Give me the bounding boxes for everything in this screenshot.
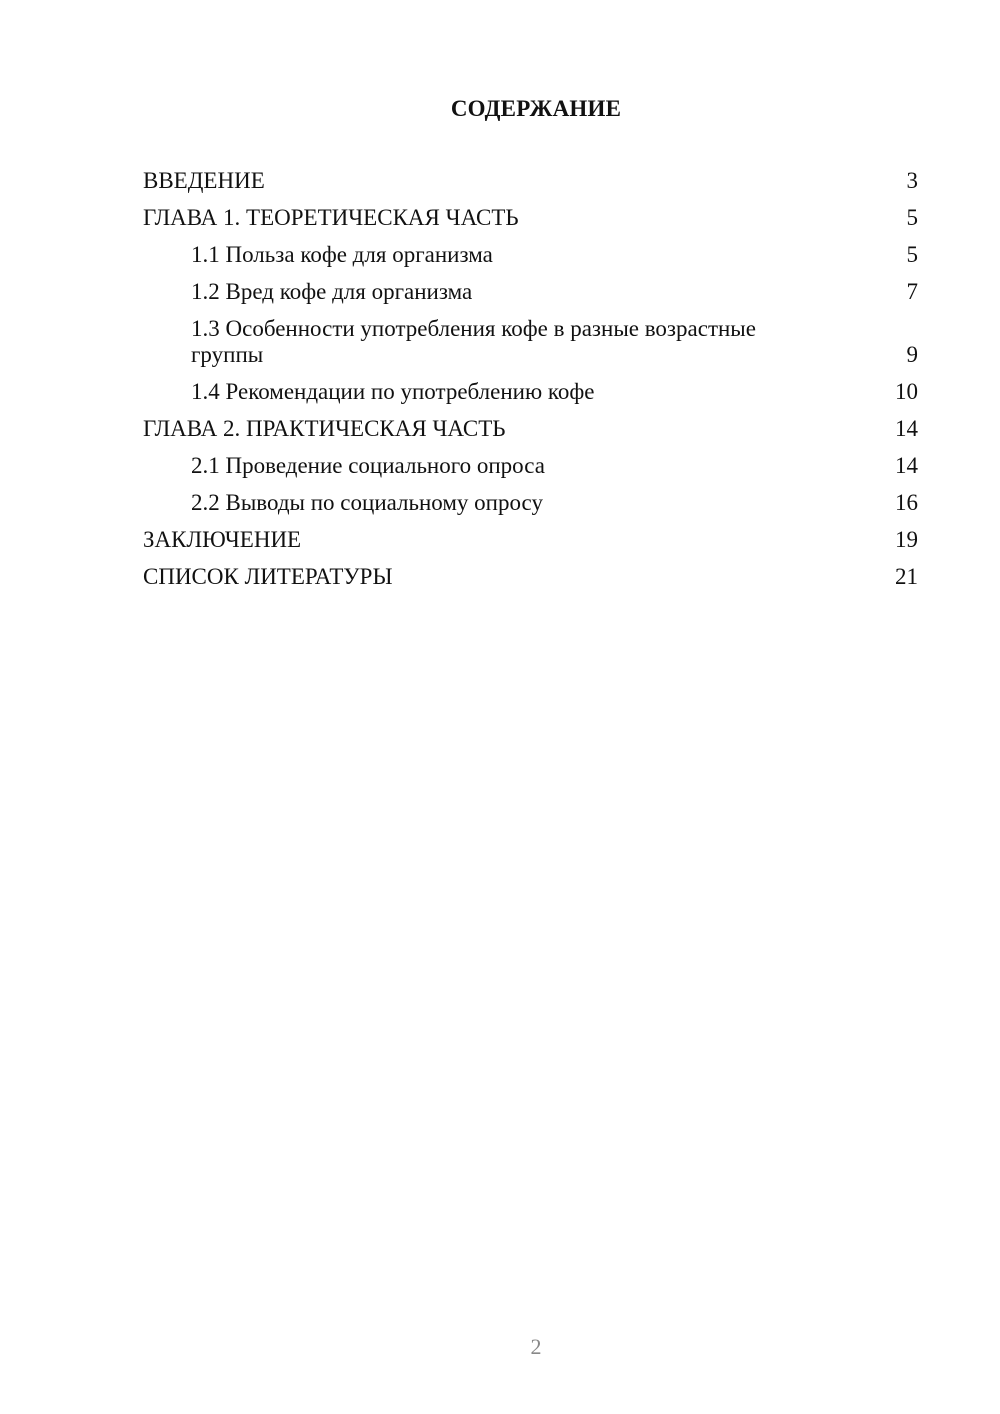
- toc-entry-page: 16: [895, 490, 918, 515]
- toc-entry-label: ВВЕДЕНИЕ: [143, 168, 265, 193]
- toc-entry-label: ГЛАВА 1. ТЕОРЕТИЧЕСКАЯ ЧАСТЬ: [143, 205, 519, 230]
- toc-entry-section-1-3: [143, 316, 918, 368]
- page-number: 2: [530, 1334, 542, 1359]
- toc-entry-page: 3: [906, 168, 918, 193]
- toc-entry-page: 5: [906, 205, 918, 230]
- toc-entry-label: 1.1 Польза кофе для организма: [191, 242, 493, 267]
- toc-entry-section-1-1: [143, 242, 918, 268]
- toc-entry-page: 14: [895, 416, 918, 441]
- toc-entry-page: 19: [895, 527, 918, 552]
- toc-entry-section-2-1: [143, 453, 918, 479]
- toc-entry-page: 7: [906, 279, 918, 304]
- toc-entry-chapter-2: [143, 416, 918, 442]
- toc-entry-page: 10: [895, 379, 918, 404]
- toc-entry-label: ГЛАВА 2. ПРАКТИЧЕСКАЯ ЧАСТЬ: [143, 416, 506, 441]
- table-of-contents: [143, 168, 918, 601]
- toc-entry-label: 1.2 Вред кофе для организма: [191, 279, 473, 304]
- toc-entry-introduction: [143, 168, 918, 194]
- toc-entry-label: 2.2 Выводы по социальному опросу: [191, 490, 543, 515]
- toc-entry-section-1-4: [143, 379, 918, 405]
- toc-entry-page: 21: [895, 564, 918, 589]
- toc-entry-label: 1.3 Особенности употребления кофе в разные возрастные группы: [191, 316, 756, 367]
- toc-entry-section-1-2: [143, 279, 918, 305]
- toc-entry-label: ЗАКЛЮЧЕНИЕ: [143, 527, 302, 552]
- toc-entry-page: 5: [906, 242, 918, 267]
- toc-entry-label: СПИСОК ЛИТЕРАТУРЫ: [143, 564, 393, 589]
- toc-entry-chapter-1: [143, 205, 918, 231]
- toc-entry-references: [143, 564, 918, 590]
- toc-entry-section-2-2: [143, 490, 918, 516]
- toc-entry-label: 2.1 Проведение социального опроса: [191, 453, 545, 478]
- toc-entry-page: 14: [895, 453, 918, 478]
- toc-entry-label: 1.4 Рекомендации по употреблению кофе: [191, 379, 595, 404]
- toc-entry-page: 9: [906, 342, 918, 367]
- toc-entry-conclusion: [143, 527, 918, 553]
- page-title: СОДЕРЖАНИЕ: [450, 96, 622, 121]
